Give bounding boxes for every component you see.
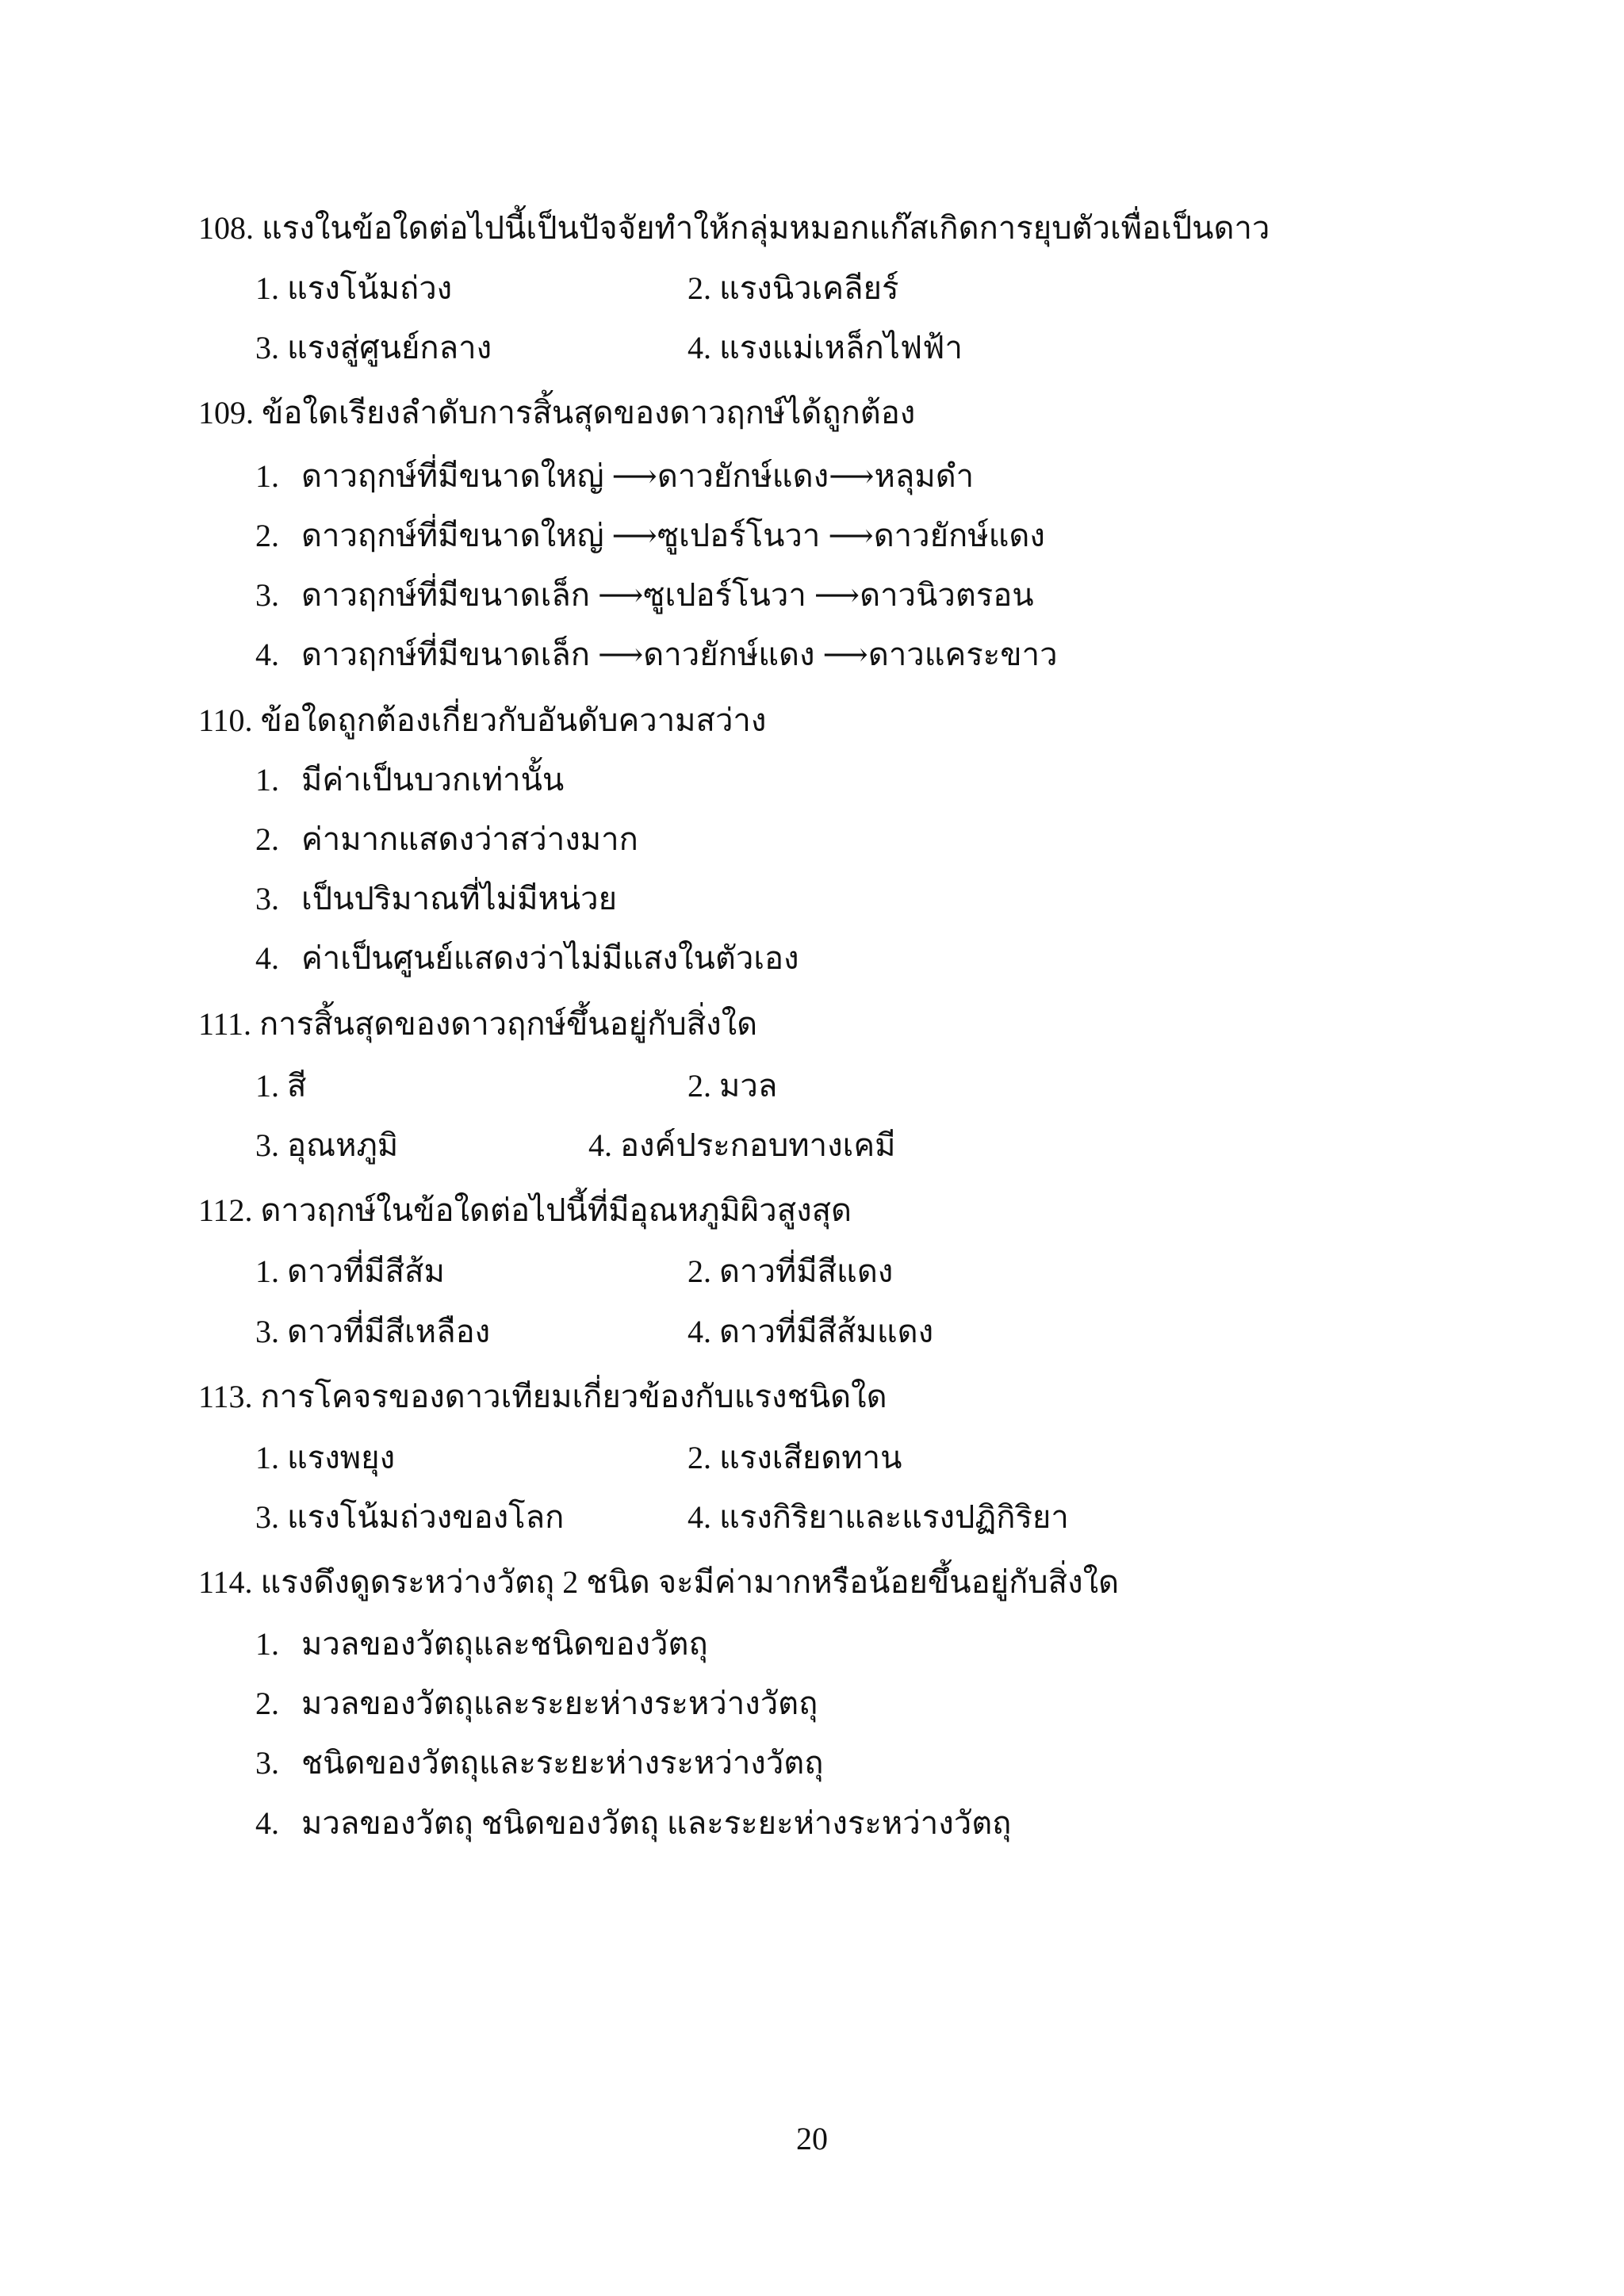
question-110: 110. ข้อใดถูกต้องเกี่ยวกับอันดับความสว่าง xyxy=(198,702,767,738)
option-text: มวลของวัตถุและระยะห่างระหว่างวัตถุ xyxy=(301,1686,818,1721)
q111-option-1: 1. สี xyxy=(255,1068,307,1104)
q109-option-4 xyxy=(255,636,1058,674)
q110-option-1 xyxy=(255,761,564,799)
q112-option-3: 3. ดาวที่มีสีเหลือง xyxy=(255,1314,491,1349)
q114-option-1 xyxy=(255,1625,708,1663)
option-number: 3. xyxy=(255,577,279,613)
q109-option-2 xyxy=(255,517,1045,555)
option-text: ดาวฤกษ์ที่มีขนาดเล็ก ⟶ซูเปอร์โนวา ⟶ดาวนิวตรอน xyxy=(301,577,1034,613)
question-112: 112. ดาวฤกษ์ในข้อใดต่อไปนี้ที่มีอุณหภูมิผิวสูงสุด xyxy=(198,1192,852,1228)
option-number: 4. xyxy=(255,1805,279,1841)
question-114: 114. แรงดึงดูดระหว่างวัตถุ 2 ชนิด จะมีค่ามากหรือน้อยขึ้นอยู่กับสิ่งใด xyxy=(198,1564,1120,1600)
q114-option-4 xyxy=(255,1804,1011,1843)
q108-option-4: 4. แรงแม่เหล็กไฟฟ้า xyxy=(688,330,963,365)
question-108: 108. แรงในข้อใดต่อไปนี้เป็นปัจจัยทำให้กลุ่มหมอกแก๊สเกิดการยุบตัวเพื่อเป็นดาว xyxy=(198,210,1270,246)
q114-option-3 xyxy=(255,1744,824,1782)
option-number: 1. xyxy=(255,762,279,798)
option-text: ดาวฤกษ์ที่มีขนาดเล็ก ⟶ดาวยักษ์แดง ⟶ดาวแคระขาว xyxy=(301,637,1058,672)
option-number: 4. xyxy=(255,940,279,976)
q113-option-3: 3. แรงโน้มถ่วงของโลก xyxy=(255,1499,565,1535)
q111-option-4: 4. องค์ประกอบทางเคมี xyxy=(588,1127,896,1163)
option-number: 2. xyxy=(255,518,279,553)
question-109: 109. ข้อใดเรียงลำดับการสิ้นสุดของดาวฤกษ์ได้ถูกต้อง xyxy=(198,395,916,430)
q109-option-1 xyxy=(255,457,974,496)
q110-option-3 xyxy=(255,880,617,918)
option-text: มวลของวัตถุ ชนิดของวัตถุ และระยะห่างระหว่างวัตถุ xyxy=(301,1805,1012,1841)
q109-option-3 xyxy=(255,576,1034,614)
question-113: 113. การโคจรของดาวเทียมเกี่ยวข้องกับแรงชนิดใด xyxy=(198,1379,887,1414)
page-number: 20 xyxy=(796,2121,828,2156)
option-text: ดาวฤกษ์ที่มีขนาดใหญ่ ⟶ดาวยักษ์แดง⟶หลุมดำ xyxy=(301,458,975,494)
option-number: 1. xyxy=(255,458,279,494)
q112-option-4: 4. ดาวที่มีสีส้มแดง xyxy=(688,1314,934,1349)
q113-option-4: 4. แรงกิริยาและแรงปฏิกิริยา xyxy=(688,1499,1069,1535)
option-text: เป็นปริมาณที่ไม่มีหน่วย xyxy=(301,881,618,916)
q112-option-1: 1. ดาวที่มีสีส้ม xyxy=(255,1253,445,1289)
option-text: มีค่าเป็นบวกเท่านั้น xyxy=(301,762,565,798)
option-text: ดาวฤกษ์ที่มีขนาดใหญ่ ⟶ซูเปอร์โนวา ⟶ดาวยักษ์แดง xyxy=(301,518,1045,553)
q110-option-2 xyxy=(255,821,638,859)
q108-option-2: 2. แรงนิวเคลียร์ xyxy=(688,270,899,306)
option-number: 3. xyxy=(255,1745,279,1781)
q108-option-1: 1. แรงโน้มถ่วง xyxy=(255,270,453,306)
option-text: ชนิดของวัตถุและระยะห่างระหว่างวัตถุ xyxy=(301,1745,824,1781)
q110-option-4 xyxy=(255,939,799,978)
option-number: 2. xyxy=(255,821,279,857)
option-text: ค่ามากแสดงว่าสว่างมาก xyxy=(301,821,638,857)
option-text: มวลของวัตถุและชนิดของวัตถุ xyxy=(301,1626,708,1662)
option-text: ค่าเป็นศูนย์แสดงว่าไม่มีแสงในตัวเอง xyxy=(301,940,799,976)
option-number: 2. xyxy=(255,1686,279,1721)
q113-option-2: 2. แรงเสียดทาน xyxy=(688,1440,902,1475)
q112-option-2: 2. ดาวที่มีสีแดง xyxy=(688,1253,894,1289)
q111-option-3: 3. อุณหภูมิ xyxy=(255,1127,399,1163)
q111-option-2: 2. มวล xyxy=(688,1068,778,1104)
q113-option-1: 1. แรงพยุง xyxy=(255,1440,396,1475)
question-111: 111. การสิ้นสุดของดาวฤกษ์ขึ้นอยู่กับสิ่งใด xyxy=(198,1006,758,1042)
option-number: 3. xyxy=(255,881,279,916)
q108-option-3: 3. แรงสู่ศูนย์กลาง xyxy=(255,330,492,365)
q114-option-2 xyxy=(255,1685,818,1723)
option-number: 4. xyxy=(255,637,279,672)
option-number: 1. xyxy=(255,1626,279,1662)
